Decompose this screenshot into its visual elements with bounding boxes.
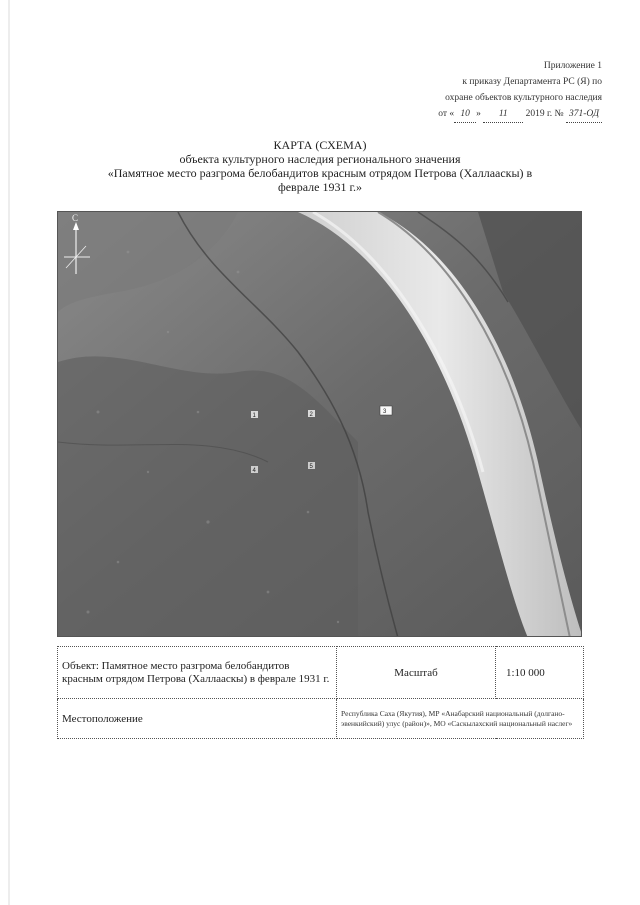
scale-value-cell: 1:10 000: [496, 647, 584, 699]
location-label-cell: Местоположение: [58, 699, 337, 739]
appendix-line-1: Приложение 1: [543, 61, 602, 71]
scale-label-cell: Масштаб: [337, 647, 496, 699]
table-row-object: [58, 647, 584, 699]
title-block: [60, 138, 580, 194]
site-marker-label-3: 3: [383, 409, 387, 415]
site-marker-label-4: 4: [252, 468, 256, 474]
object-name-line-2: феврале 1931 г.»: [277, 180, 363, 194]
appendix-line-3: охране объектов культурного наследия: [445, 93, 602, 103]
satellite-map: [57, 211, 582, 637]
site-marker-label-1: 1: [252, 413, 256, 419]
compass-label: С: [72, 213, 79, 223]
date-day: 10: [454, 106, 476, 123]
date-month: 11: [483, 106, 523, 123]
site-marker-label-5: 5: [309, 464, 313, 470]
date-year: 2019 г. №: [525, 109, 564, 119]
satellite-map-image: [58, 212, 582, 637]
map-subtitle: объекта культурного наследия регионального значения: [179, 152, 461, 166]
order-number: 371-ОД: [566, 106, 602, 123]
table-row-location: [58, 699, 584, 739]
site-marker-label-2: 2: [309, 412, 313, 418]
date-mid: »: [476, 109, 481, 119]
map-heading: КАРТА (СХЕМА): [273, 138, 367, 152]
object-cell: Объект: Памятное место разгрома белобандитов красным отрядом Петрова (Халлааскы) в феврале 1931 г.: [58, 647, 337, 699]
appendix-block: [342, 58, 602, 123]
scan-edge: [8, 0, 10, 905]
object-name-line-1: «Памятное место разгрома белобандитов красным отрядом Петрова (Халлааскы) в: [107, 166, 533, 180]
date-prefix: от «: [438, 109, 455, 119]
appendix-line-2: к приказу Департамента РС (Я) по: [462, 77, 602, 87]
appendix-date-line: [342, 106, 602, 123]
info-table: [57, 646, 584, 739]
location-value-cell: Республика Саха (Якутия), МР «Анабарский национальный (долгано-эвенкийский) улус (район)», МО «Саскылахский национальный наслег»: [337, 699, 584, 739]
